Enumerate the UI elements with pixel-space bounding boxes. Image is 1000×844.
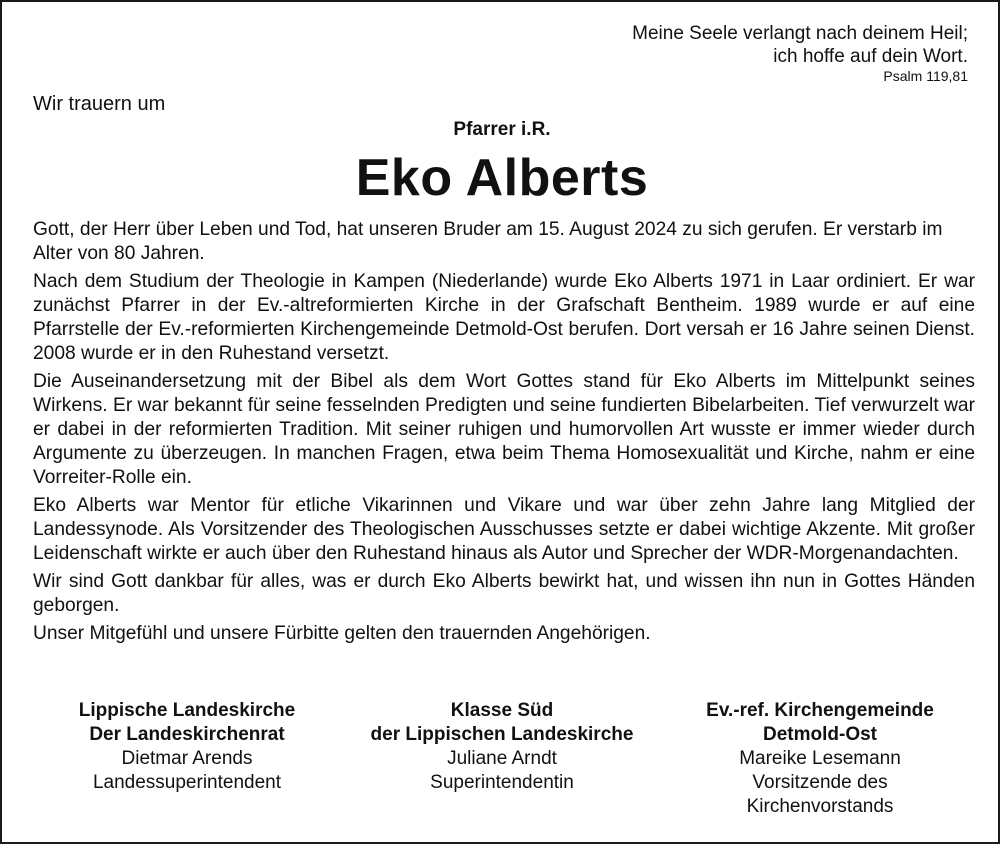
signatures [2, 699, 1000, 829]
person-role: Vorsitzende des [752, 772, 888, 793]
org-name: Ev.-ref. Kirchengemeinde [706, 700, 934, 721]
deceased-title: Pfarrer i.R. [453, 119, 551, 140]
org-subname: Detmold-Ost [763, 724, 877, 745]
org-subname: Der Landeskirchenrat [89, 724, 285, 745]
person-name: Dietmar Arends [121, 748, 253, 769]
org-name: Lippische Landeskirche [78, 700, 296, 721]
paragraph: Eko Alberts war Mentor für etliche Vikarinnen und Vikare und war über zehn Jahre lang Mitglied der Landessynode. Als Vorsitzender des Theologischen Ausschusses setzte er dabei wichtige Akzente. Mit großer Leidenschaft wirkte er auch über den Ruhestand hinaus als Autor und Sprecher der WDR-Morgenandachten. [33, 495, 975, 564]
bible-verse [632, 22, 968, 85]
signatory-district [342, 699, 662, 795]
paragraph: Nach dem Studium der Theologie in Kampen (Niederlande) wurde Eko Alberts 1971 in Laar ordiniert. Er war zunächst Pfarrer in der Ev.-altreformierten Kirche in der Grafschaft Bentheim. 1989 wurde er auf eine Pfarrstelle der Ev.-reformierten Kirchengemeinde Detmold-Ost berufen. Dort versah er 16 Jahre seinen Dienst. 2008 wurde er in den Ruhestand versetzt. [33, 271, 975, 364]
person-name: Juliane Arndt [447, 748, 557, 769]
intro-text: Wir trauern um [33, 93, 166, 115]
signatory-church [42, 699, 332, 795]
verse-line-2: ich hoffe auf dein Wort. [773, 46, 968, 67]
paragraph: Unser Mitgefühl und unsere Fürbitte gelten den trauernden Angehörigen. [33, 623, 651, 644]
org-name: Klasse Süd [450, 700, 554, 721]
org-subname: der Lippischen Landeskirche [370, 724, 634, 745]
paragraph: Die Auseinandersetzung mit der Bibel als dem Wort Gottes stand für Eko Alberts im Mittelpunkt seines Wirkens. Er war bekannt für seine fesselnden Predigten und seine fundierten Bibelarbeiten. Tief verwurzelt war er dabei in der reformierten Tradition. Mit seiner ruhigen und humorvollen Art wusste er immer wieder durch Argumente zu überzeugen. In manchen Fragen, etwa beim Thema Homosexualität und Kirche, nahm er eine Vorreiter-Rolle ein. [33, 371, 975, 488]
person-role: Landessuperintendent [92, 772, 282, 793]
deceased-name: Eko Alberts [355, 149, 649, 207]
paragraph: Gott, der Herr über Leben und Tod, hat unseren Bruder am 15. August 2024 zu sich gerufen. Er verstarb im Alter von 80 Jahren. [33, 219, 943, 264]
paragraph: Wir sind Gott dankbar für alles, was er durch Eko Alberts bewirkt hat, und wissen ihn nun in Gottes Händen geborgen. [33, 571, 975, 616]
verse-reference: Psalm 119,81 [883, 68, 968, 84]
signatory-parish [672, 699, 968, 819]
obituary-body [33, 218, 975, 650]
person-role: Superintendentin [430, 772, 574, 793]
person-name: Mareike Lesemann [739, 748, 901, 769]
verse-line-1: Meine Seele verlangt nach deinem Heil; [632, 23, 968, 44]
person-role-cont: Kirchenvorstands [746, 796, 894, 817]
